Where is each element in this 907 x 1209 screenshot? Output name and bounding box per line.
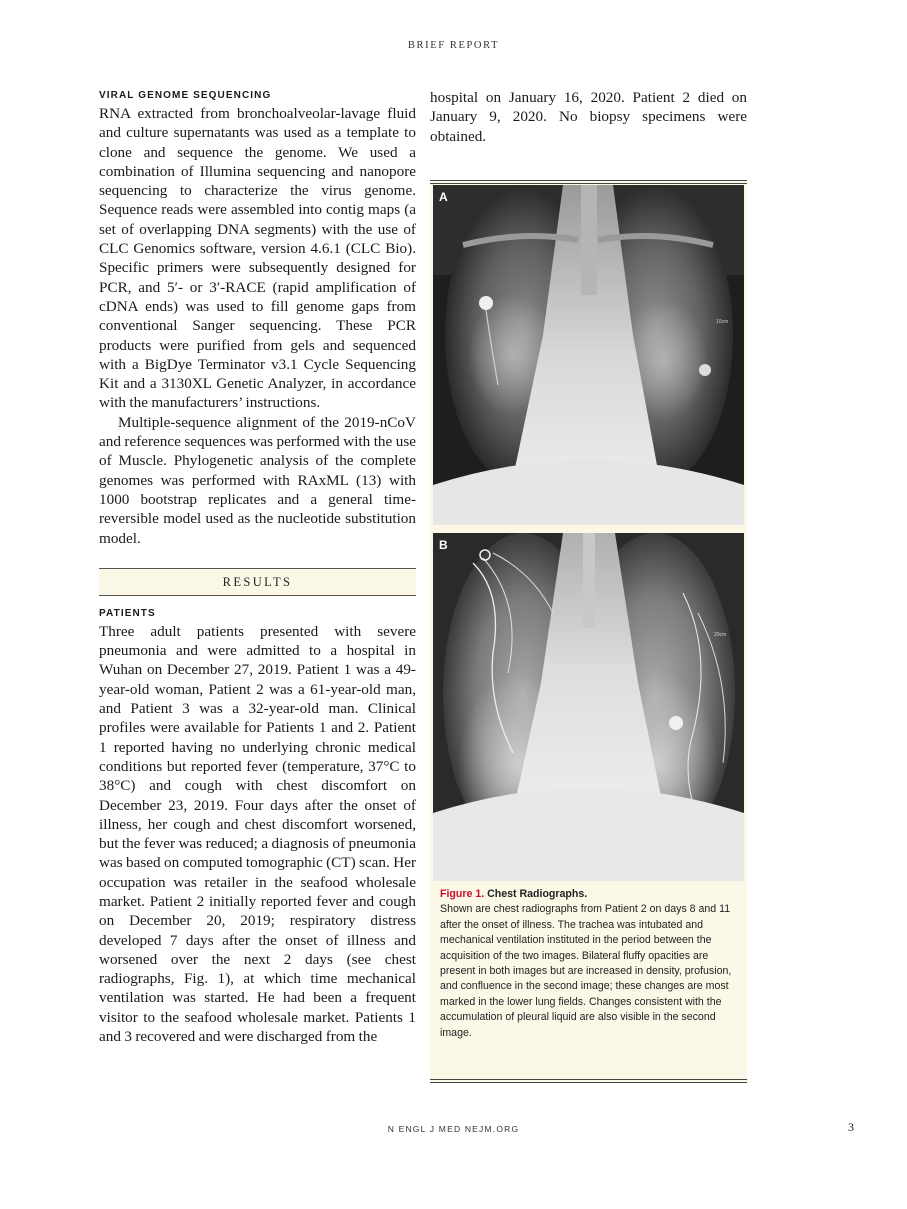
page-number: 3 (848, 1120, 854, 1134)
figure-caption (440, 887, 738, 1041)
figure-number: Figure 1. (440, 888, 485, 900)
figure-1 (430, 180, 747, 1083)
chest-radiograph-b (433, 533, 744, 881)
figure-top-rule (430, 183, 747, 184)
page-footer: N ENGL J MED NEJM.ORG (387, 1124, 520, 1134)
results-section-bar: RESULTS (99, 568, 416, 596)
paragraph-patients: Three adult patients presented with severe pneumonia and were admitted to a hospital in Wuhan on December 27, 2019. Patient 1 was a 49-year-old woman, Patient 2 was a 61-year-old man, and Patient 3 was a 32-year-old man. Clinical profiles were available for Patients 1 and 2. Patient 1 reported having no underlying chronic medical conditions but reported fever (temperature, 37°C to 38°C) and cough with chest discomfort on December 23, 2019. Four days after the onset of illness, her cough and chest discomfort worsened, but the fever was reduced; a diagnosis of pneumonia was based on computed tomographic (CT) scan. Her occupation was retailer in the seafood wholesale market. Patient 2 initially reported fever and cough on December 20, 2019; respiratory distress developed 7 days after the onset of illness and worsened over the next 2 days (see chest radiographs, Fig. 1), at which time mechanical ventilation was started. He had been a frequent visitor to the seafood wholesale market. Patients 1 and 3 recovered and were discharged from the (99, 622, 416, 1046)
panel-label-b: B (439, 538, 448, 552)
figure-caption-text: Shown are chest radiographs from Patient 2 on days 8 and 11 after the onset of illness. The trachea was intubated and mechanical ventilation instituted in the period between the acquisition of the two images. Bilateral fluffy opacities are present in both images but are increased in density, profusion, and confluence in the second image; these changes are most marked in the lower lung fields. Changes consistent with the accumulation of pleural liquid are also visible in the second image. (440, 903, 732, 1039)
panel-label-a: A (439, 190, 448, 204)
radiograph-b-marker: 20cm (714, 632, 727, 638)
figure-bottom-rule (430, 1079, 747, 1080)
paragraph-continuation: hospital on January 16, 2020. Patient 2 died on January 9, 2020. No biopsy specimens were obtained. (430, 89, 747, 145)
left-column (99, 88, 416, 1046)
radiograph-b-image (433, 533, 744, 881)
section-heading-patients: PATIENTS (99, 607, 156, 619)
section-heading-viral-genome: VIRAL GENOME SEQUENCING (99, 90, 272, 101)
radiograph-a-marker: 10cm (716, 319, 729, 325)
radiograph-a-image (433, 185, 744, 525)
paragraph-viral-2: Multiple-sequence alignment of the 2019-nCoV and reference sequences was performed with the use of Muscle. Phylogenetic analysis of the complete genomes was performed with RAxML (13) with 1000 bootstrap replicates and a general time-reversible model used as the nucleotide substitution model. (99, 413, 416, 547)
chest-radiograph-a (433, 185, 744, 525)
figure-title: Chest Radiographs. (487, 888, 588, 900)
paragraph-viral-1: RNA extracted from bronchoalveolar-lavage fluid and culture supernatants was used as a template to clone and sequence the genome. We used a combination of Illumina sequencing and nanopore sequencing to characterize the virus genome. Sequence reads were assembled into contig maps (a set of overlapping DNA segments) with the use of CLC Genomics software, version 4.6.1 (CLC Bio). Specific primers were subsequently designed for PCR, and 5′- or 3′-RACE (rapid amplification of cDNA ends) was used to fill genome gaps from conventional Sanger sequencing. These PCR products were purified from gels and sequenced with a BigDye Terminator v3.1 Cycle Sequencing Kit and a 3130XL Genetic Analyzer, in accordance with the manufacturers’ instructions. (99, 105, 416, 412)
right-column (430, 88, 747, 146)
running-head: BRIEF REPORT (407, 40, 500, 51)
